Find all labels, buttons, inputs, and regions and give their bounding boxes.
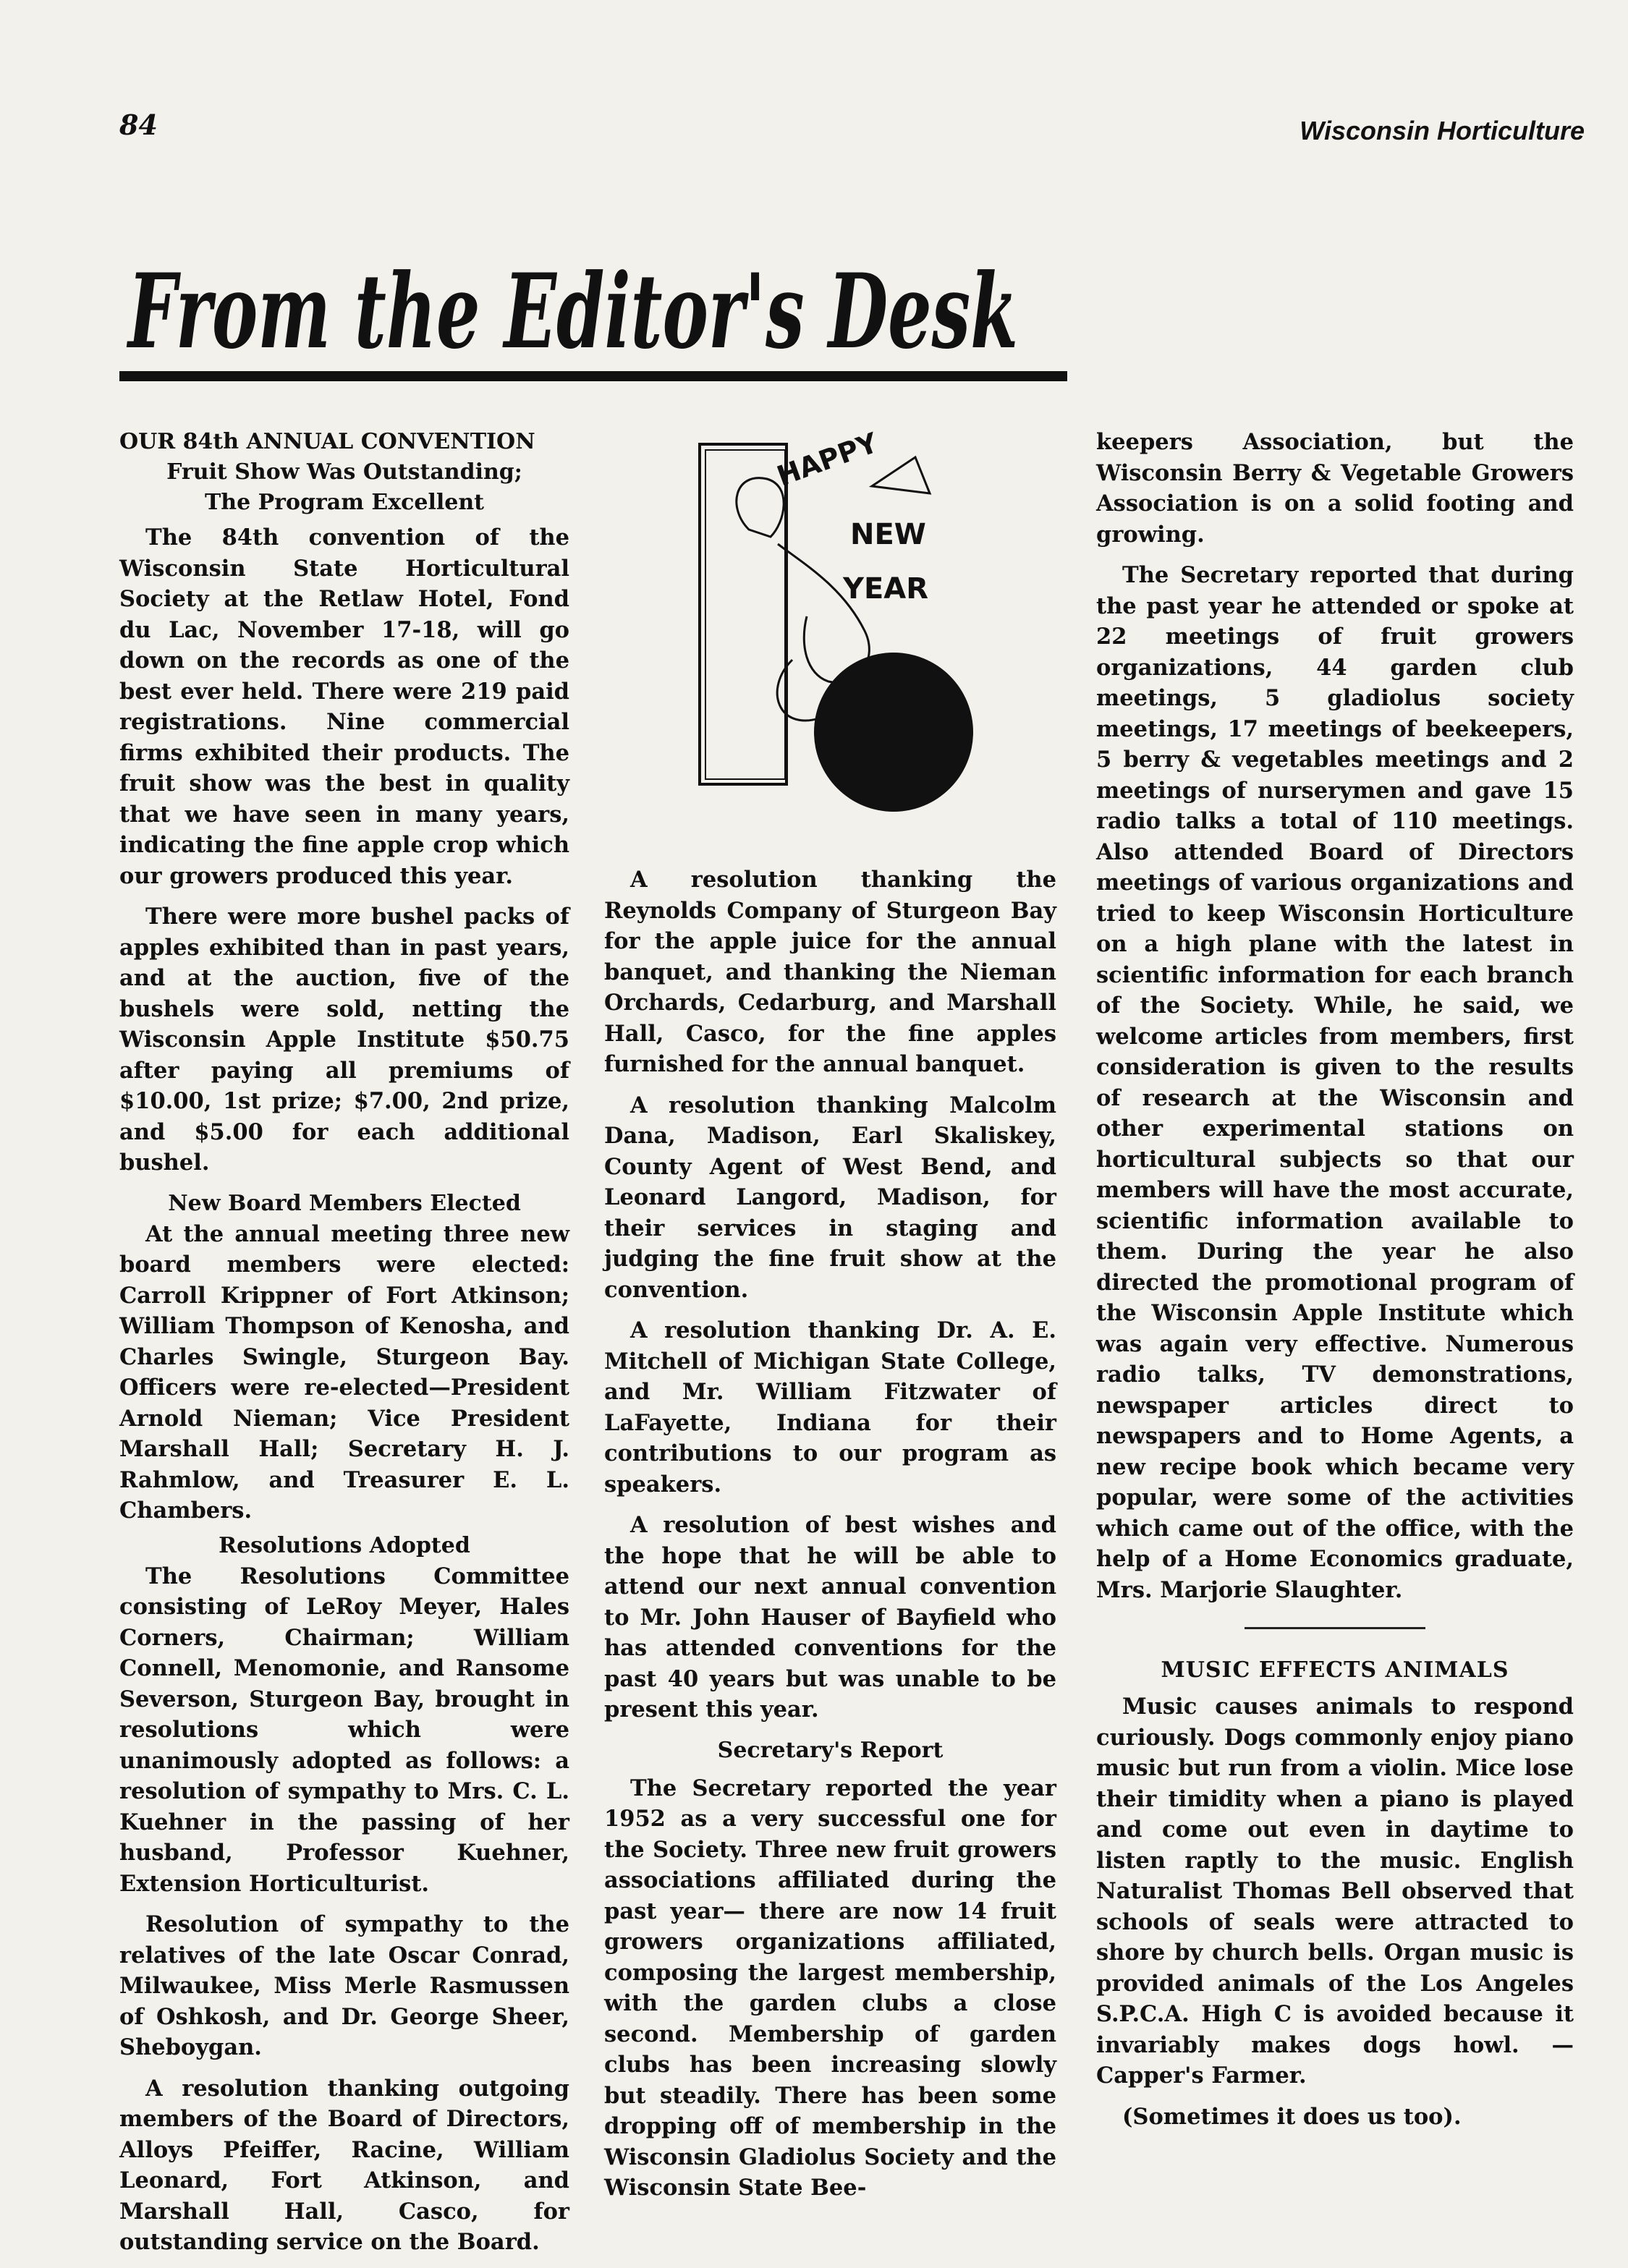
resolutions-heading: Resolutions Adopted [219,1532,470,1558]
meetings-paragraph: The Secretary reported that during the past year he attended or spoke at 22 meetings of fruit growers organizations, 44 garden club meetings, 5 gladiolus society meetings, 17 meetings of beekeepers, 5 berry & vegetables meetings and 2 meetings of nurserymen and gave 15 radio talks a total of 110 meetings. Also attended Board of Directors meetings of various organizations and tried to keep Wisconsin Horticulture on a high plane with the latest in scientific information for each branch of the Society. While, he said, we welcome articles from members, first consideration is given to the results of research at the Wisconsin and other experimental stations on horticultural subjects so that our members will have the most accurate, scientific information available to them. During the year he also directed the promotional program of the Wisconsin Apple Institute which was again very effective. Numerous radio talks, TV demonstrations, newspaper articles direct to newspapers and to Home Agents, a new recipe book which became very popular, were some of the activities which came out of the office, with the help of a Home Economics graduate, Mrs. Marjorie Slaughter. [1096,562,1574,1603]
right-column [1096,427,1574,2142]
new-year-cherub-bell-icon [698,426,959,819]
section-divider [1245,1627,1425,1629]
illustration-svg [698,426,959,819]
word-happy: HAPPY [773,426,882,493]
board-members-paragraph: At the annual meeting three new board members were elected: Carroll Krippner of Fort Atkinson; William Thompson of Kenosha, and Charles Swingle, Sturgeon Bay. Officers were re-elected—President Arnold Nieman; Vice President Marshall Hall; Secretary H. J. Rahmlow, and Treasurer E. L. Chambers. [119,1220,569,1524]
reynolds-resolution: A resolution thanking the Reynolds Company of Sturgeon Bay for the apple juice for the annual banquet, and thanking the Nieman Orchards, Cedarburg, and Marshall Hall, Casco, for the fine apples furnished for the annual banquet. [604,867,1056,1077]
secretary-report-paragraph: The Secretary reported the year 1952 as a very successful one for the Society. Three new fruit growers associations affiliated during the past year— there are now 14 fruit growers organizations affiliated, composing the largest membership, with the garden clubs a close second. Membership of garden clubs has been increasing slowly but steadily. There has been some dropping off of membership in the Wisconsin Gladiolus Society and the Wisconsin State Bee- [604,1775,1056,2201]
convention-heading: OUR 84th ANNUAL CONVENTION [119,429,535,454]
music-animals-aside: (Sometimes it does us too). [1122,2103,1462,2130]
fruit-show-subheading: Fruit Show Was Outstanding; [166,459,522,485]
secretary-report-heading: Secretary's Report [717,1737,944,1763]
masthead-title: From the Editor's Desk [126,252,1019,372]
program-subheading: The Program Excellent [204,490,485,515]
judges-resolution: A resolution thanking Malcolm Dana, Madison, Earl Skaliskey, County Agent of West Bend, and Leonard Langord, Madison, for their services in staging and judging the fine fruit show at the convention. [604,1092,1056,1303]
masthead [119,203,1067,391]
journal-title: Wisconsin Horticulture [1300,116,1585,145]
left-column [119,427,569,2268]
convention-paragraph: The 84th convention of the Wisconsin State Horticultural Society at the Retlaw Hotel, Fond du Lac, November 17-18, will go down on the records as one of the best ever held. There were 219 paid registrations. Nine commercial firms exhibited their products. The fruit show was the best in quality that we have seen in many years, indicating the fine apple crop which our growers produced this year. [119,524,569,889]
middle-column [604,865,1056,2214]
board-members-heading: New Board Members Elected [168,1190,521,1216]
speakers-resolution: A resolution thanking Dr. A. E. Mitchell of Michigan State College, and Mr. William Fitzwater of LaFayette, Indiana for their contributions to our program as speakers. [604,1317,1056,1498]
sympathy-paragraph: Resolution of sympathy to the relatives of the late Oscar Conrad, Milwaukee, Miss Merle Rasmussen of Oshkosh, and Dr. George Sheer, Sheboygan. [119,1911,569,2060]
music-animals-paragraph: Music causes animals to respond curiously. Dogs commonly enjoy piano music but run from a violin. Mice lose their timidity when a piano is played and come out even in daytime to listen raptly to the music. English Naturalist Thomas Bell observed that schools of seals were attracted to shore by church bells. Organ music is provided animals of the Los Angeles S.P.C.A. High C is avoided because it invariably makes dogs howl. — Capper's Farmer. [1096,1694,1574,2089]
hauser-resolution: A resolution of best wishes and the hope that he will be able to attend our next annual convention to Mr. John Hauser of Bayfield who has attended conventions for the past 40 years but was unable to be present this year. [604,1512,1056,1723]
bushel-paragraph: There were more bushel packs of apples exhibited than in past years, and at the auction, five of the bushels were sold, netting the Wisconsin Apple Institute $50.75 after paying all premiums of $10.00, 1st prize; $7.00, 2nd prize, and $5.00 for each additional bushel. [119,904,569,1176]
word-year: YEAR [843,572,929,606]
word-new: NEW [850,518,926,551]
music-animals-heading: MUSIC EFFECTS ANIMALS [1161,1657,1509,1683]
page-number: 84 [119,109,158,141]
beekeepers-paragraph: keepers Association, but the Wisconsin Berry & Vegetable Growers Association is on a solid footing and growing. [1096,429,1574,548]
outgoing-members-paragraph: A resolution thanking outgoing members of the Board of Directors, Alloys Pfeiffer, Racine, William Leonard, Fort Atkinson, and Marshall Hall, Casco, for outstanding service on the Board. [119,2075,569,2255]
resolutions-paragraph: The Resolutions Committee consisting of LeRoy Meyer, Hales Corners, Chairman; William Connell, Menomonie, and Ransome Severson, Sturgeon Bay, brought in resolutions which were unanimously adopted as follows: a resolution of sympathy to Mrs. C. L. Kuehner in the passing of her husband, Professor Kuehner, Extension Horticulturist. [119,1563,569,1897]
masthead-svg [119,203,1067,391]
